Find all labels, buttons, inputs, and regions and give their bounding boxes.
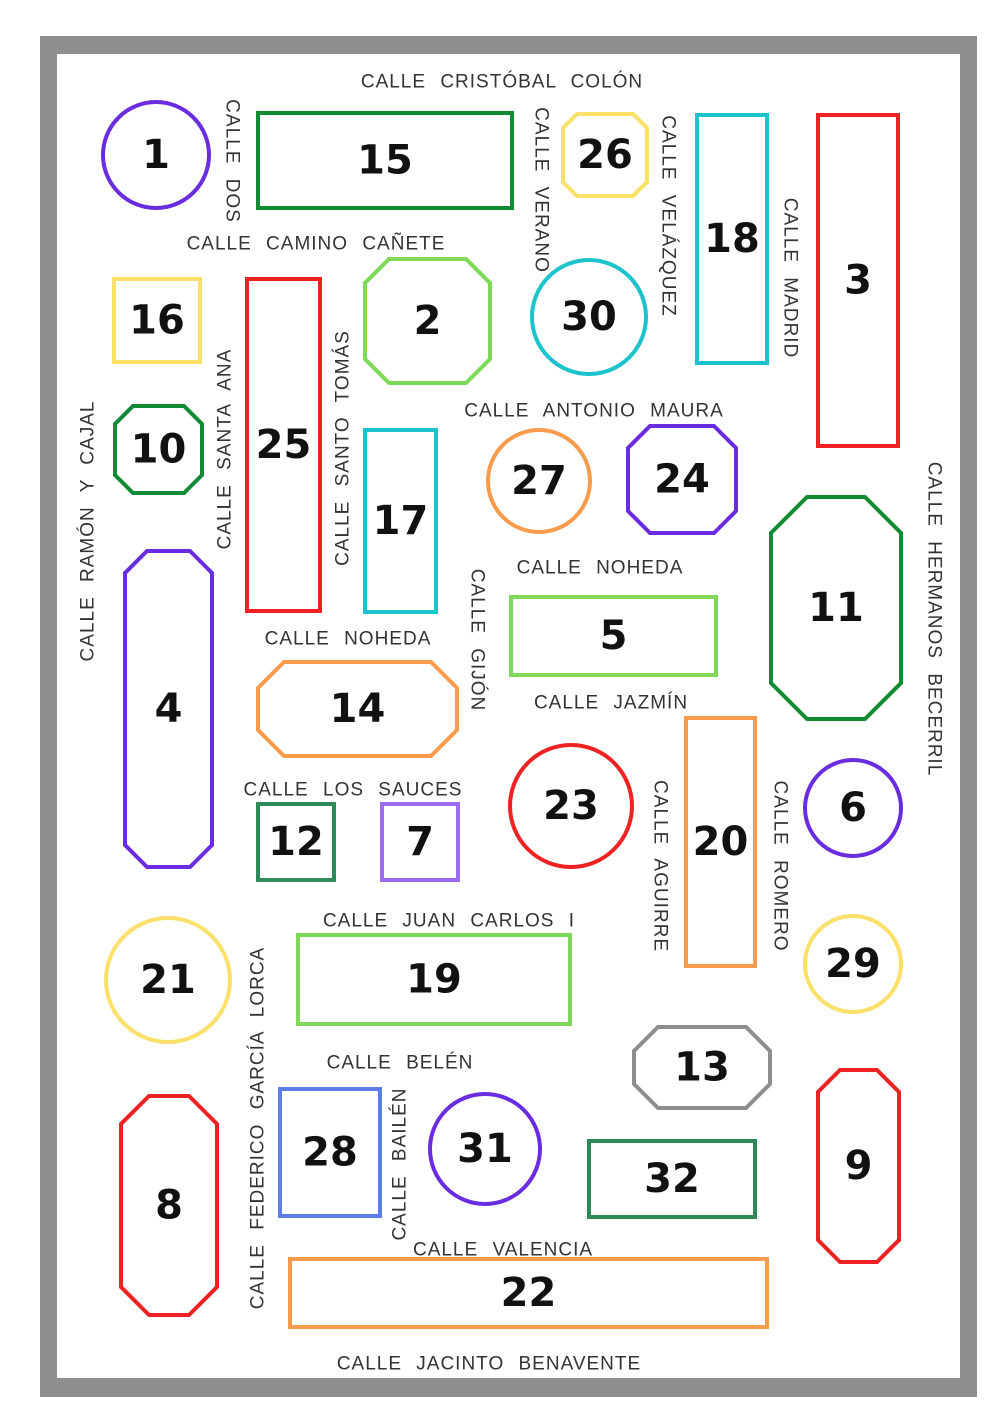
block-8-label: 8 <box>155 1182 183 1229</box>
block-21 <box>106 918 230 1042</box>
block-11-label: 11 <box>808 585 864 631</box>
block-30-label: 30 <box>561 294 617 340</box>
block-8 <box>121 1096 217 1315</box>
block-6-label: 6 <box>839 785 867 831</box>
street-madrid: CALLE MADRID <box>779 197 801 359</box>
street-dos: CALLE DOS <box>221 99 243 223</box>
street-gijon: CALLE GIJÓN <box>466 568 488 712</box>
block-17-label: 17 <box>372 498 429 544</box>
street-aguirre: CALLE AGUIRRE <box>649 780 671 952</box>
block-20 <box>686 718 755 966</box>
block-25-label: 25 <box>255 422 312 468</box>
block-9-label: 9 <box>844 1143 873 1189</box>
block-32 <box>589 1141 755 1217</box>
block-7 <box>382 804 458 880</box>
block-20-label: 20 <box>692 819 749 865</box>
block-7-label: 7 <box>406 819 434 865</box>
block-1 <box>103 102 209 208</box>
block-16-label: 16 <box>129 297 185 344</box>
block-17 <box>365 430 436 612</box>
block-28 <box>280 1089 380 1216</box>
street-hermanos-becerril: CALLE HERMANOS BECERRIL <box>923 461 945 777</box>
block-12 <box>258 804 334 880</box>
block-5-label: 5 <box>599 613 628 659</box>
street-romero: CALLE ROMERO <box>769 780 791 952</box>
block-29-label: 29 <box>825 941 881 987</box>
block-10 <box>115 406 202 493</box>
block-12-label: 12 <box>268 819 324 865</box>
block-13-label: 13 <box>674 1044 730 1091</box>
block-26-label: 26 <box>577 132 633 178</box>
block-24-label: 24 <box>654 456 710 503</box>
block-19-label: 19 <box>406 956 462 1003</box>
street-santo-tomas: CALLE SANTO TOMÁS <box>332 330 354 566</box>
block-30 <box>532 260 646 374</box>
block-9 <box>818 1070 899 1262</box>
block-13 <box>634 1027 770 1108</box>
block-3-label: 3 <box>844 257 872 304</box>
street-noheda-east: CALLE NOHEDA <box>516 557 684 579</box>
street-verano: CALLE VERANO <box>530 107 552 273</box>
block-19 <box>298 935 570 1024</box>
street-santa-ana: CALLE SANTA ANA <box>214 348 236 550</box>
block-24 <box>628 426 736 533</box>
block-4-label: 4 <box>154 686 183 732</box>
block-16 <box>114 279 200 362</box>
block-4 <box>125 551 212 867</box>
block-27-label: 27 <box>511 458 567 504</box>
block-2-label: 2 <box>413 298 442 344</box>
block-5 <box>511 597 716 675</box>
street-belen: CALLE BELÉN <box>326 1052 474 1074</box>
block-28-label: 28 <box>302 1129 358 1176</box>
street-federico-garcia-lorca: CALLE FEDERICO GARCÍA LORCA <box>247 946 269 1310</box>
block-14-label: 14 <box>329 686 386 732</box>
block-23-label: 23 <box>543 783 599 829</box>
block-14 <box>258 662 457 756</box>
block-27 <box>488 430 590 532</box>
block-3 <box>818 115 898 446</box>
street-cristobal-colon: CALLE CRISTÓBAL COLÓN <box>360 71 644 93</box>
street-los-sauces: CALLE LOS SAUCES <box>243 779 463 801</box>
street-velazquez: CALLE VELÁZQUEZ <box>657 115 679 317</box>
street-jacinto-benavente: CALLE JACINTO BENAVENTE <box>336 1353 642 1375</box>
block-22-label: 22 <box>500 1270 557 1316</box>
block-1-label: 1 <box>142 132 170 178</box>
block-32-label: 32 <box>644 1156 700 1202</box>
block-21-label: 21 <box>140 957 196 1003</box>
street-noheda-west: CALLE NOHEDA <box>264 628 432 650</box>
streets-layer <box>77 71 945 1375</box>
street-camino-canete: CALLE CAMINO CAÑETE <box>186 233 446 255</box>
block-31 <box>430 1094 540 1204</box>
block-11 <box>771 497 901 719</box>
street-antonio-maura: CALLE ANTONIO MAURA <box>464 400 724 422</box>
block-18-label: 18 <box>704 216 760 262</box>
block-23 <box>510 745 632 867</box>
block-10-label: 10 <box>130 426 187 473</box>
block-2 <box>365 259 490 383</box>
block-6 <box>805 760 901 856</box>
street-juan-carlos-i: CALLE JUAN CARLOS I <box>322 910 576 932</box>
block-15 <box>258 113 512 208</box>
block-22 <box>290 1259 767 1327</box>
street-ramon-y-cajal: CALLE RAMÓN Y CAJAL <box>77 400 99 662</box>
street-valencia: CALLE VALENCIA <box>412 1239 594 1261</box>
block-26 <box>563 114 647 196</box>
block-15-label: 15 <box>357 137 413 184</box>
block-25 <box>247 279 320 611</box>
block-29 <box>805 916 901 1012</box>
block-18 <box>697 115 767 363</box>
street-jazmin: CALLE JAZMÍN <box>533 692 689 714</box>
street-bailen: CALLE BAILÉN <box>389 1087 411 1241</box>
block-31-label: 31 <box>457 1126 513 1172</box>
